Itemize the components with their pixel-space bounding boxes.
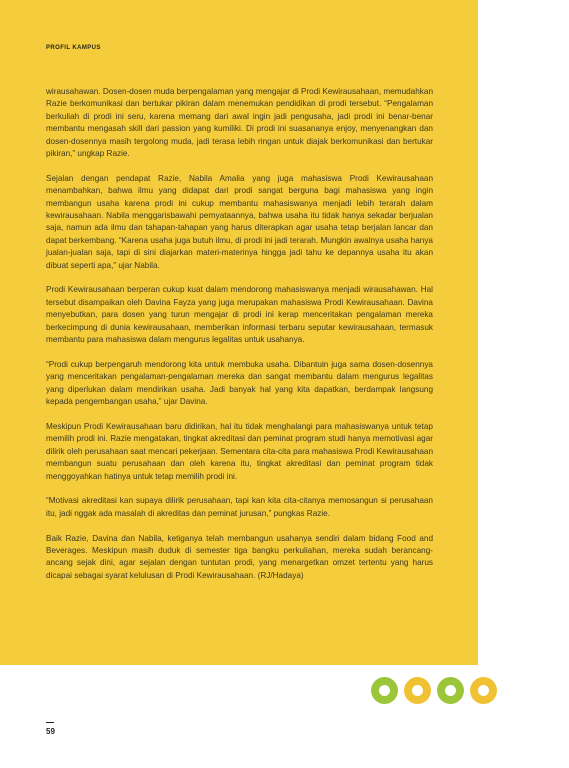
article-body (46, 86, 433, 595)
article-paragraph: Sejalan dengan pendapat Razie, Nabila Amalia yang juga mahasiswa Prodi Kewirausahaan menambahkan, bahwa ilmu yang didapat dari prodi sangat berguna bagi mahasiswa yang ingin membangun usaha karena prodi ini cukup membantu mahasiswanya menjadi lebih terarah dalam kewirausahaan. Nabila menggarisbawahi pernyataannya, bahwa usaha itu tidak hanya sekadar berjualan saja, namun ada ilmu dan tahapan-tahapan yang harus diterapkan agar usaha tetap berjalan lancar dan dapat berkembang. “Karena usaha juga butuh ilmu, di prodi ini jadi terarah. Mungkin awalnya usaha hanya jualan-jualan saja, tapi di sini diajarkan materi-materinya hingga jadi tahu ke depannya usaha itu akan dibuat seperti apa,” ujar Nabila. (46, 173, 433, 270)
page-number: 59 (46, 727, 55, 736)
article-paragraph: “Motivasi akreditasi kan supaya dilirik perusahaan, tapi kan kita cita-citanya memosangun si perusahaan itu, jadi nggak ada masalah di akreditas dan peminat jurusan,” pungkas Razie. (46, 496, 433, 518)
section-label: PROFIL KAMPUS (46, 45, 101, 51)
circle-dot-icon (437, 677, 464, 704)
article-paragraph: Baik Razie, Davina dan Nabila, ketiganya telah membangun usahanya sendiri dalam bidang Food and Beverages. Meskipun masih duduk di semester tiga bangku perkuliahan, mereka sudah berancang-ancang sejak dini, agar sejalan dengan tuntutan prodi, yang menargetkan omzet tertentu yang harus dicapai sebagai syarat kelulusan di Prodi Kewirausahaan. (RJ/Hadaya) (46, 533, 433, 580)
article-paragraph: Meskipun Prodi Kewirausahaan baru didirikan, hal itu tidak menghalangi para mahasiswanya untuk tetap memilih prodi ini. Razie mengatakan, tingkat akreditasi dan peminat program studi hanya memotivasi agar dilirik oleh perusahaan saat mencari pekerjaan. Sementara cita-cita para mahasiswa Prodi Kewirausahaan membangun suatu perusahaan dan oleh karena itu, tingkat akreditasi dan peminat program tidak menggoyahkan hatinya untuk tetap memilih prodi ini. (46, 421, 433, 481)
article-paragraph: wirausahawan. Dosen-dosen muda berpengalaman yang mengajar di Prodi Kewirausahaan, memudahkan Razie berkomunikasi dan bertukar pikiran dalam menemukan pendidikan di prodi tersebut. “Pengalaman berkuliah di prodi ini seru, karena memang dari awal ingin jadi pengusaha, jadi prodi ini benar-benar membantu mengasah skill dari passion yang kumiliki. Di prodi ini suasananya enjoy, menyenangkan dan dosen-dosennya masih tergolong muda, jadi terasa lebih ringan untuk diajak berkomunikasi dan bertukar pikiran,” ungkap Razie. (46, 87, 433, 159)
circle-dot-icon (470, 677, 497, 704)
circle-dot-icon (404, 677, 431, 704)
article-paragraph: “Prodi cukup berpengaruh mendorong kita untuk membuka usaha. Dibantuin juga sama dosen-dosennya yang menceritakan pengalaman-pengalaman mereka dan sangat membantu dalam mengurus legalitas yang diperlukan dalam mendirikan usaha. Jadi banyak hal yang kita dapatkan, berdampak langsung kepada pengembangan usaha,” ujar Davina. (46, 359, 433, 407)
article-paragraph: Prodi Kewirausahaan berperan cukup kuat dalam mendorong mahasiswanya menjadi wirausahawan. Hal tersebut disampaikan oleh Davina Fayza yang juga merupakan mahasiswa Prodi Kewirausahaan. Davina menyebutkan, para dosen yang turun mengajar di prodi ini kerap menceritakan pengalaman mereka berkecimpung di dunia kewirausahaan, memberikan informasi terbaru seputar kewirausahaan, termasuk membantu para mahasiswa dalam mengurus legalitas untuk usahanya. (46, 285, 433, 345)
page-number-rule (46, 722, 54, 723)
circle-dot-icon (371, 677, 398, 704)
